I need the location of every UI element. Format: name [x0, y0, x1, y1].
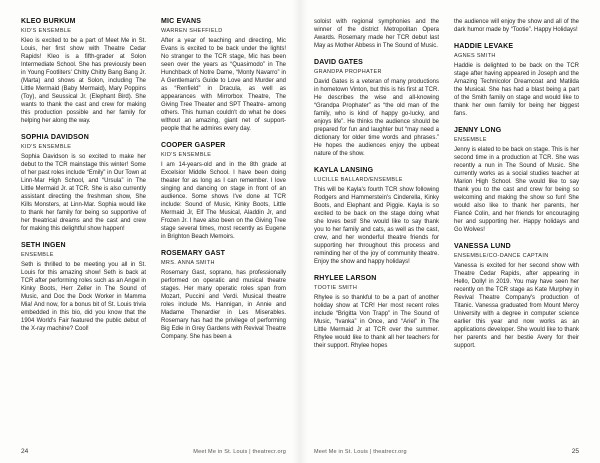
bio-text: soloist with regional symphonies and the winner of the district Metropolitan Opera Awards. Rosemary made her TCR debut last May as Mother Abbess in The Sound of Music.: [314, 19, 439, 50]
bio-entry: [314, 59, 439, 158]
footer-title: Meet Me in St. Louis | theatrecr.org: [314, 449, 407, 455]
cast-member-name: KAYLA LANSING: [314, 167, 374, 175]
bio-text: Seth is thrilled to be meeting you all in St. Louis for this amazing show! Seth is back at TCR after performing roles such as an Angel in Kinky Boots, Herr Zeller in The Sound of Music, and Doc the Dock Worker in Mamma Mia! And now, for a bonus bit of St. Louis trivia embedded in this bio, did you know that the 1904 World's Fair featured the public debut of the X-ray machine? Cool!: [21, 262, 146, 333]
bio-text: Rhylee is so thankful to be a part of another holiday show at TCR! Her most recent roles include “Brigitta Von Trapp” in The Sound of Music, “Ivanka” in Once, and “Ariel” in The Little Mermaid Jr at TCR over the summer. Rhylee would like to thank all her teachers for their support. Rhylee hopes: [314, 295, 439, 350]
bio-text: This will be Kayla's fourth TCR show following Rodgers and Hammerstein's Cinderella, Kinky Boots, and Elephant and Piggie. Kayla is so excited to be back on the stage doing what she loves best! She would like to say thank you to her family and cats, as well as the cast, crew, and her wonderful theatre friends for supporting her throughout this process and reminding her of the joy of community theatre. Enjoy the show and happy holidays!: [314, 187, 439, 266]
cast-member-role: KID'S ENSEMBLE: [21, 27, 72, 34]
page-footer-left: [21, 448, 286, 455]
cast-member-name: HADDIE LEVAKE: [454, 43, 514, 51]
bio-entry: [454, 18, 579, 34]
bio-entry: [314, 275, 439, 350]
bio-text: After a year of teaching and directing, Mic Evans is excited to be back under the lights! No stranger to the TCR stage, Mic has been seen over the years as “Quasimodo” in The Hunchback of Notre Dame, “Monty Navarro” in A Gentleman's Guide to Love and Murder and as “Renfield” in Dracula, as well as appearances with Mirrorbox Theatre, The Giving Tree Theater and SPT Theatre- among others. This human couldn't do what he does without an amazing, giant net of support- people that he admires every day.: [161, 37, 286, 133]
bio-text: Rosemary Gast, soprano, has professionally performed on operatic and musical theatre stages. Her many operatic roles span from Mozart, Puccini and Verdi. Musical theatre roles include Ms. Hannigan, in Annie and Madame Thenardier in Les Miserables. Rosemary has had the privilege of performing Big Edie in Grey Gardens with Revival Theatre Company. She has been a: [161, 270, 286, 341]
bio-text: Vanessa is excited for her second show with Theatre Cedar Rapids, after appearing in Hello, Dolly! in 2019. You may have seen her recently on the TCR stage as Kate Murphey in Revival Theatre Company's production of Titanic. Vanessa graduated from Mount Mercy University with a degree in computer science earlier this year and now works as an applications developer. She would like to thank her parents and her bestie Avery for their support.: [454, 263, 579, 350]
cast-member-role: ENSEMBLE: [21, 252, 54, 259]
page-footer-right: [314, 448, 579, 455]
cast-member-name: KLEO BURKUM: [21, 18, 76, 25]
cast-member-name: SOPHIA DAVIDSON: [21, 134, 89, 142]
bio-columns-left: [21, 18, 286, 432]
bio-entry: [21, 18, 146, 125]
cast-member-role: KID'S ENSEMBLE: [21, 143, 72, 150]
cast-member-role: MRS. ANNA SMITH: [161, 260, 215, 267]
bio-entry: [21, 134, 146, 233]
bio-text: Kleo is excited to be a part of Meet Me in St. Louis, her first show with Theatre Cedar Rapids! Kleo is a fifth-grader at Solon Intermediate School. She has previously been in Young Footliters' Chitty Chitty Bang Bang Jr. (Marta) and shows at Solon, including The Little Mermaid (Baby Mermaid), Mary Poppins (Toy), and Seussical Jr. (Elephant Bird). She wants to thank the cast and crew for making this production possible and her family for helping her along the way.: [21, 37, 146, 125]
bio-entry: [161, 142, 286, 241]
cast-member-name: ROSEMARY GAST: [161, 250, 226, 258]
bio-entry: [314, 18, 439, 50]
cast-member-name: DAVID GATES: [314, 59, 363, 67]
bio-entry: [314, 167, 439, 266]
cast-member-role: GRANDPA PROPHATER: [314, 68, 382, 75]
bio-entry: [161, 18, 286, 133]
cast-member-role: ENSEMBLE/CO-DANCE CAPTAIN: [454, 253, 549, 260]
page-number: 24: [21, 448, 29, 455]
bio-column-3: [314, 18, 439, 432]
bio-text: Sophia Davidson is so excited to make her debut to the TCR mainstage this winter! Some of her past roles include “Emily” in Our Town at Linn-Mar High School, and “Ursula” in The Little Mermaid Jr. at TCR. She is also currently assistant directing the freshman show, She Kills Monsters, at Linn-Mar. Sophia would like to thank her family for being so supportive of her theatrical dreams and the cast and crew for making this delightful show happen!: [21, 154, 146, 233]
bio-entry: [454, 127, 579, 234]
bio-text: Jenny is elated to be back on stage. This is her second time in a production at TCR. She was recently a nun in The Sound of Music. She currently works as a social studies teacher at Marion High School. She would like to say thank you to the cast and crew for being so welcoming and making the show so fun! She would also like to thank her parents, her Fiancé Colin, and her friends for encouraging her and supporting her. Happy holidays and Go Wolves!: [454, 146, 579, 234]
bio-text: I am 14-years-old and in the 8th grade at Excelsior Middle School. I have been doing theater for as long as I can remember. I love singing and dancing on stage in front of an audience. Some shows I've done at TCR include: Sound of Music, Kinky Boots, Little Mermaid Jr, Elf The Musical, Aladdin Jr, and Frozen Jr. I have also been on the Giving Tree stage several times, most recently as Eugene in Brighton Beach Memoirs.: [161, 162, 286, 241]
cast-member-role: TOOTIE SMITH: [314, 285, 358, 292]
cast-member-name: MIC EVANS: [161, 18, 202, 25]
cast-member-role: KID'S ENSEMBLE: [161, 151, 212, 158]
bio-entry: [161, 250, 286, 341]
footer-title: Meet Me in St. Louis | theatrecr.org: [193, 449, 286, 455]
bio-column-4: [454, 18, 579, 432]
bio-text: Haddie is delighted to be back on the TCR stage after having appeared in Joseph and the Amazing Technicolor Dreamcoat and Matilda the Musical. She has had a blast being a part of the Smith family on stage and would like to thank her own family for being her biggest fans.: [454, 62, 579, 118]
cast-member-role: AGNES SMITH: [454, 52, 496, 59]
cast-member-name: RHYLEE LARSON: [314, 275, 377, 283]
page-number: 25: [571, 448, 579, 455]
page-right: [300, 0, 600, 463]
bio-entry: [454, 43, 579, 118]
bio-entry: [454, 243, 579, 350]
bio-text: the audience will enjoy the show and all of the dark humor made by “Tootie”. Happy Holidays!: [454, 19, 579, 34]
bio-column-1: [21, 18, 146, 432]
cast-member-role: ENSEMBLE: [454, 136, 487, 143]
bio-entry: [21, 242, 146, 333]
cast-member-name: COOPER GASPER: [161, 142, 226, 150]
cast-member-name: SETH INGEN: [21, 242, 66, 250]
bio-columns-right: [314, 18, 579, 432]
bio-text: David Gates is a veteran of many productions in hometown Vinton, but this is his first at TCR. He describes the wise and all-knowing “Grandpa Prophater” as “the old man of the family, who is kind of happy go-lucky, and enjoys life”. He thinks the audience should be prepared for fun and laughter but “may need a dictionary for older time words and phrases.” He hopes the audiences enjoy the upbeat nature of the show.: [314, 78, 439, 158]
cast-member-role: WARREN SHEFFIELD: [161, 27, 223, 34]
cast-member-name: JENNY LONG: [454, 127, 502, 135]
bio-column-2: [161, 18, 286, 432]
cast-member-role: LUCILLE BALLARD/ENSEMBLE: [314, 177, 403, 184]
cast-member-name: VANESSA LUND: [454, 243, 511, 251]
